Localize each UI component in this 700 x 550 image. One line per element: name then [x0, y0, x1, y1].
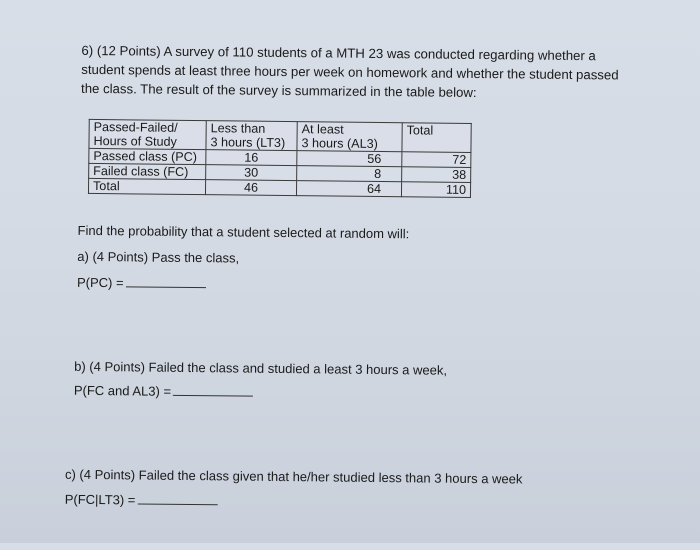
cell-al3: 56: [297, 151, 402, 167]
part-a-answer: [77, 274, 206, 291]
part-b-answer-blank[interactable]: [173, 383, 253, 397]
cell-lt3: 30: [206, 165, 297, 181]
row-label: Passed class (PC): [89, 148, 206, 164]
cell-lt3: 16: [206, 150, 297, 166]
table-row: [88, 178, 470, 197]
part-b-answer-label: P(FC and AL3) =: [73, 382, 172, 399]
part-a-answer-label: P(PC) =: [76, 274, 124, 291]
part-a-text: a) (4 Points) Pass the class,: [77, 248, 240, 266]
header-at-least: At least 3 hours (AL3): [297, 122, 402, 152]
cell-al3: 64: [296, 181, 401, 197]
row-label: Total: [88, 178, 205, 194]
survey-table: [88, 119, 472, 198]
part-c-answer: [65, 491, 218, 509]
part-a-answer-blank[interactable]: [126, 274, 206, 288]
part-c-text: c) (4 Points) Failed the class given that he/her studied less than 3 hours a week: [64, 466, 523, 487]
cell-al3: 8: [297, 166, 402, 182]
cell-total: 38: [402, 167, 471, 183]
part-c-answer-blank[interactable]: [137, 491, 217, 505]
header-passed-failed: Passed-Failed/ Hours of Study: [89, 119, 206, 149]
header-less-than: Less than 3 hours (LT3): [206, 121, 297, 151]
part-c-answer-label: P(FC|LT3) =: [64, 491, 136, 508]
instructions: Find the probability that a student selected at random will:: [77, 222, 410, 242]
cell-total: 110: [401, 182, 470, 198]
problem-line-3: the class. The result of the survey is summarized in the table below:: [81, 80, 477, 100]
header-total: Total: [402, 123, 471, 153]
problem-statement: [81, 41, 642, 104]
problem-line-1: 6) (12 Points) A survey of 110 students of a MTH 23 was conducted regarding whether a: [81, 42, 596, 64]
cell-lt3: 46: [205, 180, 296, 196]
table-header-row: [89, 119, 471, 152]
cell-total: 72: [402, 152, 471, 168]
problem-line-2: student spends at least three hours per week on homework and whether the student passed: [81, 61, 619, 83]
part-b-text: b) (4 Points) Failed the class and studied a least 3 hours a week,: [74, 358, 448, 378]
row-label: Failed class (FC): [89, 163, 206, 179]
part-b-answer: [74, 382, 253, 400]
